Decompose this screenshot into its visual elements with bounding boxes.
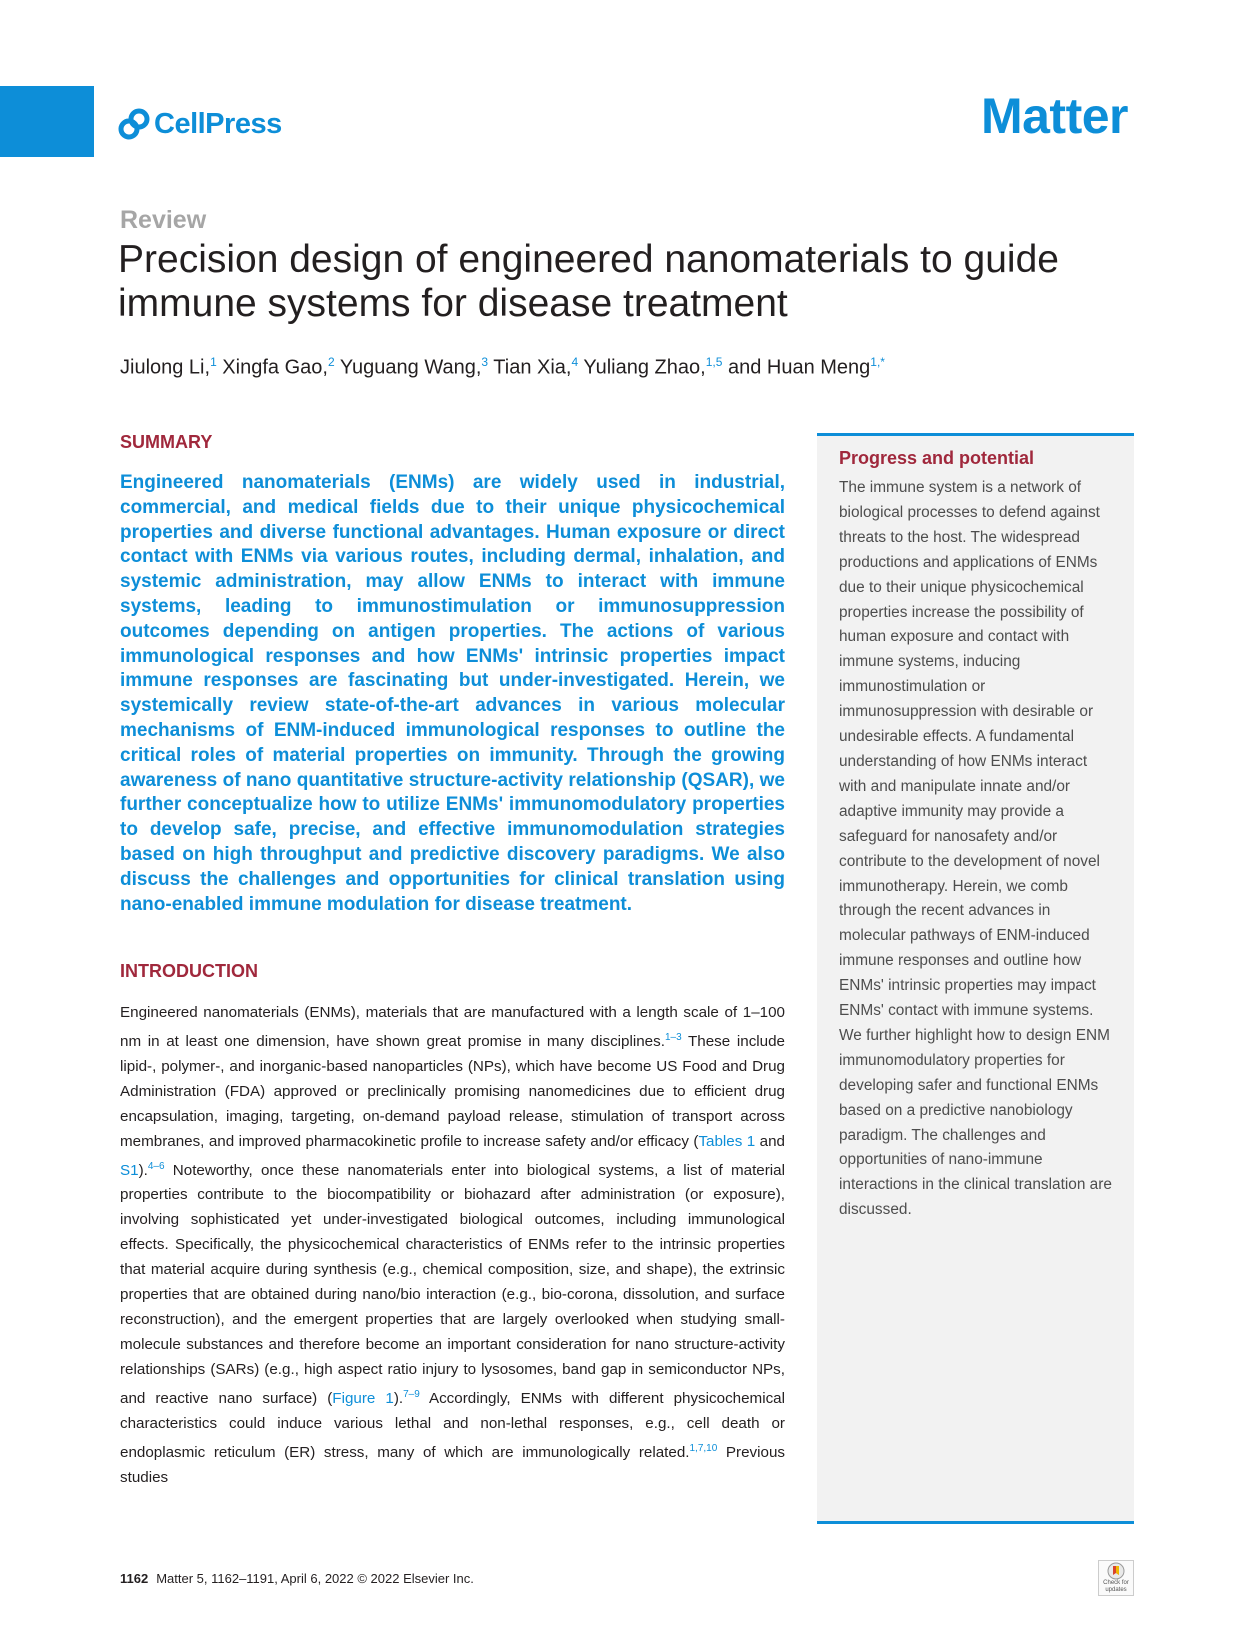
footer-citation: Matter 5, 1162–1191, April 6, 2022 © 2022 Elsevier Inc. — [156, 1571, 474, 1586]
summary-text: Engineered nanomaterials (ENMs) are widely used in industrial, commercial, and medical fields due to their unique physicochemical properties and diverse functional advantages. Human exposure or direct contact with ENMs via various routes, including dermal, inhalation, and systemic administration, may allow ENMs to interact with immune systems, leading to immunostimulation or immunosuppression outcomes depending on antigen properties. The actions of various immunological responses and how ENMs' intrinsic properties impact immune responses are fascinating but under-investigated. Herein, we systemically review state-of-the-art advances in various molecular mechanisms of ENM-induced immunological responses to outline the critical roles of material properties on immunity. Through the growing awareness of nano quantitative structure-activity relationship (QSAR), we further conceptualize how to utilize ENMs' immunomodulatory properties to develop safe, precise, and effective immunomodulation strategies based on high throughput and predictive discovery paradigms. We also discuss the challenges and opportunities for clinical translation using nano-enabled immune modulation for disease treatment. — [120, 472, 785, 915]
author-affiliation[interactable]: 4 — [571, 355, 579, 369]
author-name: Yuguang Wang, — [334, 356, 482, 379]
author-affiliation[interactable]: 1,* — [870, 355, 885, 369]
figure-1-link[interactable]: Figure 1 — [332, 1389, 394, 1407]
publisher-name: CellPress — [154, 107, 282, 140]
check-for-updates-badge[interactable] — [1098, 1560, 1134, 1596]
progress-potential-text: The immune system is a network of biological processes to defend against threats to the host. The widespread productions and applications of ENMs due to their unique physicochemical properties increase the possibility of human exposure and contact with immune systems, inducing immunostimulation or immunosuppression with desirable or undesirable effects. A fundamental understanding of how ENMs interact with and manipulate innate and/or adaptive immunity may provide a safeguard for nanosafety and/or contribute to the development of novel immunotherapy. Herein, we comb through the recent advances in molecular pathways of ENM-induced immune responses and outline how ENMs' intrinsic properties may impact ENMs' contact with immune systems. We further highlight how to design ENM immunomodulatory properties for developing safer and functional ENMs based on a predictive nanobiology paradigm. The challenges and opportunities of nano-immune interactions in the clinical translation are discussed. — [839, 479, 1112, 1219]
author-name: Tian Xia, — [488, 356, 572, 379]
tables-1-link[interactable]: Tables 1 — [698, 1132, 756, 1150]
article-title: Precision design of engineered nanomaterials to guide immune systems for disease treatment — [118, 238, 1059, 325]
page-number: 1162 — [120, 1571, 149, 1586]
intro-text-run: ). — [393, 1389, 404, 1407]
table-s1-link[interactable]: S1 — [120, 1161, 139, 1179]
author-list — [120, 355, 885, 380]
intro-text-run: Engineered nanomaterials (ENMs), materials that are manufactured with a length scale of 1–100 nm in at least one dimension, have shown great promise in many disciplines. — [120, 1004, 785, 1050]
progress-potential-box — [817, 433, 1134, 1524]
page-footer — [120, 1571, 474, 1586]
author-name: Jiulong Li, — [120, 356, 211, 379]
cellpress-logo[interactable] — [117, 104, 282, 144]
citation-link[interactable]: 1,7,10 — [689, 1442, 718, 1454]
article-type: Review — [120, 206, 207, 234]
author-name: Yuliang Zhao, — [578, 356, 706, 379]
intro-text-run: Previous studies — [120, 1443, 786, 1486]
author-name: and Huan Meng — [722, 356, 871, 379]
introduction-heading: INTRODUCTION — [120, 961, 258, 981]
intro-text-run: and — [755, 1132, 785, 1150]
intro-text-run: Accordingly, ENMs with different physicochemical characteristics could induce various lethal and non-lethal responses, e.g., cell death or endoplasmic reticulum (ER) stress, many of which are immunologically related. — [120, 1389, 785, 1461]
introduction-text — [120, 1001, 785, 1490]
journal-name[interactable]: Matter — [980, 88, 1128, 144]
citation-link[interactable]: 4–6 — [147, 1160, 165, 1172]
author-affiliation[interactable]: 1,5 — [705, 355, 723, 369]
header-color-tab — [0, 86, 94, 157]
intro-text-run: Noteworthy, once these nanomaterials enter into biological systems, a list of material properties contribute to the biocompatibility or biohazard after administration (or exposure), involving sophisticated yet under-investigated biological outcomes, including immunological effects. Specifically, the physicochemical characteristics of ENMs refer to the intrinsic properties that material acquire during synthesis (e.g., chemical composition, size, and shape), the extrinsic properties that are obtained during nano/bio interaction (e.g., bio-corona, dissolution, and surface reconstruction), and the emergent properties that are largely overlooked when studying small-molecule substances and therefore become an important consideration for nano structure-activity relationships (SARs) (e.g., high aspect ratio injury to lysosomes, band gap in semiconductor NPs, and reactive nano surface) ( — [120, 1161, 785, 1407]
intro-text-run: ). — [138, 1161, 148, 1179]
crossmark-icon — [1107, 1562, 1125, 1580]
badge-label: Check for updates — [1103, 1580, 1129, 1593]
intro-text-run: These include lipid-, polymer-, and inorganic-based nanoparticles (NPs), which have become US Food and Drug Administration (FDA) approved or preclinically promising nanomedicines due to efficient drug encapsulation, imaging, targeting, on-demand payload release, stimulation of transport across membranes, and improved pharmacokinetic profile to increase safety and/or efficacy ( — [120, 1032, 786, 1150]
summary-heading: SUMMARY — [120, 432, 213, 452]
author-affiliation[interactable]: 1 — [210, 355, 217, 369]
author-name: Xingfa Gao, — [216, 356, 328, 379]
author-affiliation[interactable]: 2 — [327, 355, 335, 369]
citation-link[interactable]: 7–9 — [403, 1388, 420, 1400]
author-affiliation[interactable]: 3 — [481, 355, 489, 369]
citation-link[interactable]: 1–3 — [664, 1031, 682, 1043]
cellpress-logo-icon — [117, 107, 151, 141]
progress-potential-heading: Progress and potential — [839, 448, 1035, 468]
